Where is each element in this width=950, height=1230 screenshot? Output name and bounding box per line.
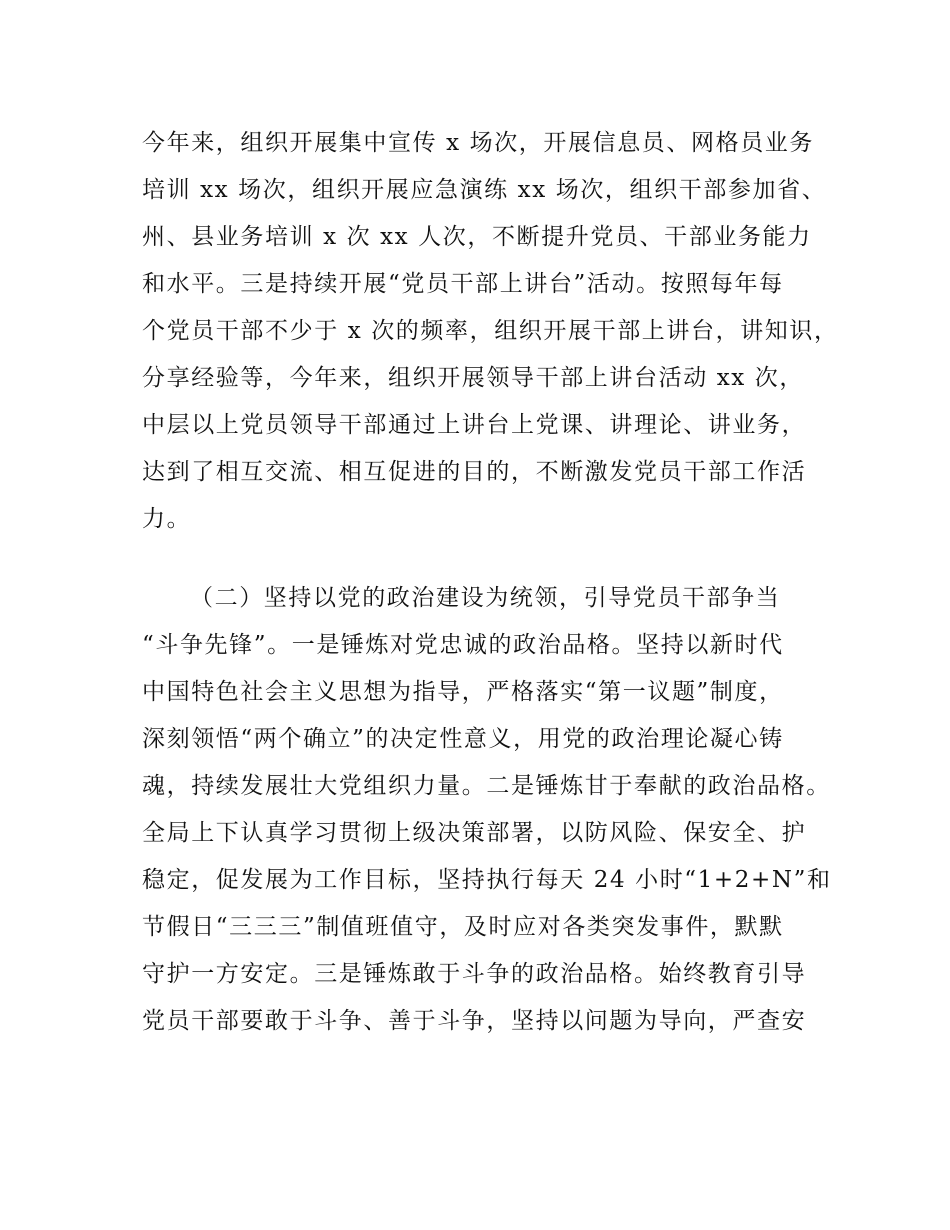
paragraph-2-line-10: 党员干部要敢于斗争、善于斗争，坚持以问题为导向，严查安 <box>142 1008 807 1034</box>
paragraph-1-line-5: 个党员干部不少于 x 次的频率，组织开展干部上讲台，讲知识， <box>142 318 839 344</box>
paragraph-2-line-6: 全局上下认真学习贯彻上级决策部署，以防风险、保安全、护 <box>142 820 807 846</box>
paragraph-2-line-7: 稳定，促发展为工作目标，坚持执行每天 24 小时“1+2+N”和 <box>142 867 832 893</box>
paragraph-1-line-3: 州、县业务培训 x 次 xx 人次，不断提升党员、干部业务能力 <box>142 224 812 250</box>
paragraph-2-line-3: 中国特色社会主义思想为指导，严格落实“第一议题”制度， <box>142 679 784 705</box>
paragraph-1-line-9: 力。 <box>142 506 192 532</box>
paragraph-1-line-2: 培训 xx 场次，组织开展应急演练 xx 场次，组织干部参加省、 <box>142 177 827 203</box>
paragraph-2-line-4: 深刻领悟“两个确立”的决定性意义，用党的政治理论凝心铸 <box>142 726 784 752</box>
paragraph-2-line-8: 节假日“三三三”制值班值守，及时应对各类突发事件，默默 <box>142 914 784 940</box>
paragraph-2-line-1: （二）坚持以党的政治建设为统领，引导党员干部争当 <box>190 585 781 611</box>
paragraph-1-line-6: 分享经验等，今年来，组织开展领导干部上讲台活动 xx 次， <box>142 365 804 391</box>
paragraph-1-line-4: 和水平。三是持续开展“党员干部上讲台”活动。按照每年每 <box>142 271 784 297</box>
paragraph-2-line-5: 魂，持续发展壮大党组织力量。二是锤炼甘于奉献的政治品格。 <box>142 773 831 799</box>
paragraph-1-line-1: 今年来，组织开展集中宣传 x 场次，开展信息员、网格员业务 <box>142 130 814 156</box>
paragraph-2-line-9: 守护一方安定。三是锤炼敢于斗争的政治品格。始终教育引导 <box>142 961 807 987</box>
paragraph-1-line-8: 达到了相互交流、相互促进的目的，不断激发党员干部工作活 <box>142 459 807 485</box>
paragraph-1-line-7: 中层以上党员领导干部通过上讲台上党课、讲理论、讲业务， <box>142 412 807 438</box>
paragraph-2-line-2: “斗争先锋”。一是锤炼对党忠诚的政治品格。坚持以新时代 <box>142 632 784 658</box>
